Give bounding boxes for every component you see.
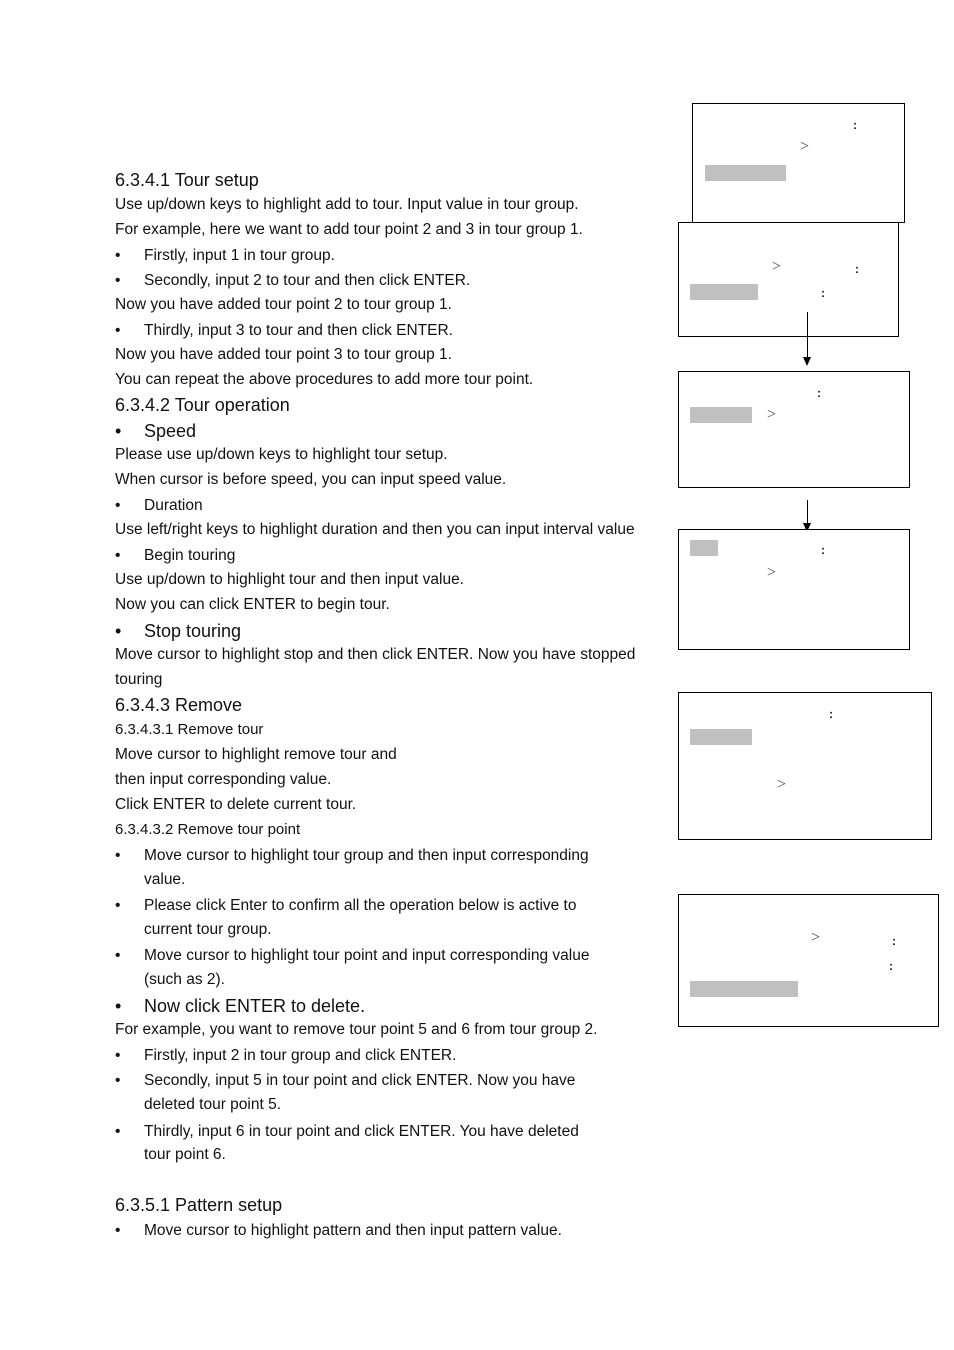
bullet-icon: • xyxy=(115,547,121,564)
list-item-continuation: value. xyxy=(144,871,186,888)
menu-screen-3 xyxy=(678,371,910,488)
menu-screen-2 xyxy=(678,222,899,337)
bullet-icon: • xyxy=(115,1123,121,1140)
flow-arrow xyxy=(807,312,808,357)
subheading-remove-tour-point: 6.3.4.3.2 Remove tour point xyxy=(115,821,301,838)
colon-mark: : xyxy=(829,707,833,721)
cursor-arrow-icon: > xyxy=(772,258,782,275)
text-line: touring xyxy=(115,671,163,688)
menu-screen-6 xyxy=(678,894,939,1027)
list-item-continuation: current tour group. xyxy=(144,921,272,938)
menu-screen-4 xyxy=(678,529,910,650)
highlight-bar xyxy=(705,165,786,181)
flow-arrow xyxy=(807,500,808,523)
cursor-arrow-icon: > xyxy=(767,564,777,581)
colon-mark: : xyxy=(892,934,896,948)
colon-mark: : xyxy=(855,262,859,276)
highlight-bar xyxy=(690,284,758,300)
colon-mark: : xyxy=(853,118,857,132)
bullet-icon: • xyxy=(115,1072,121,1089)
text-line: Click ENTER to delete current tour. xyxy=(115,796,357,813)
menu-screen-5 xyxy=(678,692,932,840)
text-line: Now you have added tour point 3 to tour group 1. xyxy=(115,346,452,363)
subheading-remove-tour: 6.3.4.3.1 Remove tour xyxy=(115,721,264,738)
cursor-arrow-icon: > xyxy=(811,929,821,946)
bullet-icon: • xyxy=(115,1222,121,1239)
text-line: Please use up/down keys to highlight tour setup. xyxy=(115,446,448,463)
list-item-continuation: deleted tour point 5. xyxy=(144,1096,282,1113)
text-line: Use up/down keys to highlight add to tour. Input value in tour group. xyxy=(115,196,579,213)
colon-mark: : xyxy=(821,286,825,300)
bullet-icon: • xyxy=(115,322,121,339)
heading-tour-operation: 6.3.4.2 Tour operation xyxy=(115,395,290,415)
text-line: Now you can click ENTER to begin tour. xyxy=(115,596,390,613)
highlight-bar xyxy=(690,729,752,745)
colon-mark: : xyxy=(817,386,821,400)
text-line: Move cursor to highlight remove tour and xyxy=(115,746,397,763)
text-line: Use left/right keys to highlight duration and then you can input interval value xyxy=(115,521,635,538)
bullet-icon: • xyxy=(115,847,121,864)
text-line: then input corresponding value. xyxy=(115,771,332,788)
bullet-icon: • xyxy=(115,497,121,514)
text-line: For example, here we want to add tour point 2 and 3 in tour group 1. xyxy=(115,221,583,238)
cursor-arrow-icon: > xyxy=(800,138,810,155)
highlight-bar xyxy=(690,981,798,997)
heading-pattern-setup: 6.3.5.1 Pattern setup xyxy=(115,1195,283,1215)
highlight-bar xyxy=(690,540,718,556)
bullet-icon: • xyxy=(115,247,121,264)
heading-remove: 6.3.4.3 Remove xyxy=(115,695,243,715)
highlight-bar xyxy=(690,407,752,423)
arrow-down-icon xyxy=(803,357,811,366)
text-line: Use up/down to highlight tour and then input value. xyxy=(115,571,464,588)
list-item-continuation: tour point 6. xyxy=(144,1146,226,1163)
bullet-icon: • xyxy=(115,947,121,964)
bullet-icon: • xyxy=(115,421,122,441)
colon-mark: : xyxy=(889,959,893,973)
bullet-icon: • xyxy=(115,897,121,914)
cursor-arrow-icon: > xyxy=(767,406,777,423)
cursor-arrow-icon: > xyxy=(777,776,787,793)
bullet-icon: • xyxy=(115,621,122,641)
text-line: For example, you want to remove tour point 5 and 6 from tour group 2. xyxy=(115,1021,598,1038)
text-line: Move cursor to highlight stop and then click ENTER. Now you have stopped xyxy=(115,646,636,663)
bullet-icon: • xyxy=(115,996,122,1016)
heading-tour-setup: 6.3.4.1 Tour setup xyxy=(115,170,259,190)
bullet-icon: • xyxy=(115,272,121,289)
list-item-continuation: (such as 2). xyxy=(144,971,225,988)
bullet-icon: • xyxy=(115,1047,121,1064)
menu-screen-1 xyxy=(692,103,905,223)
text-line: You can repeat the above procedures to add more tour point. xyxy=(115,371,534,388)
colon-mark: : xyxy=(821,543,825,557)
text-line: Now you have added tour point 2 to tour group 1. xyxy=(115,296,452,313)
text-line: When cursor is before speed, you can input speed value. xyxy=(115,471,507,488)
